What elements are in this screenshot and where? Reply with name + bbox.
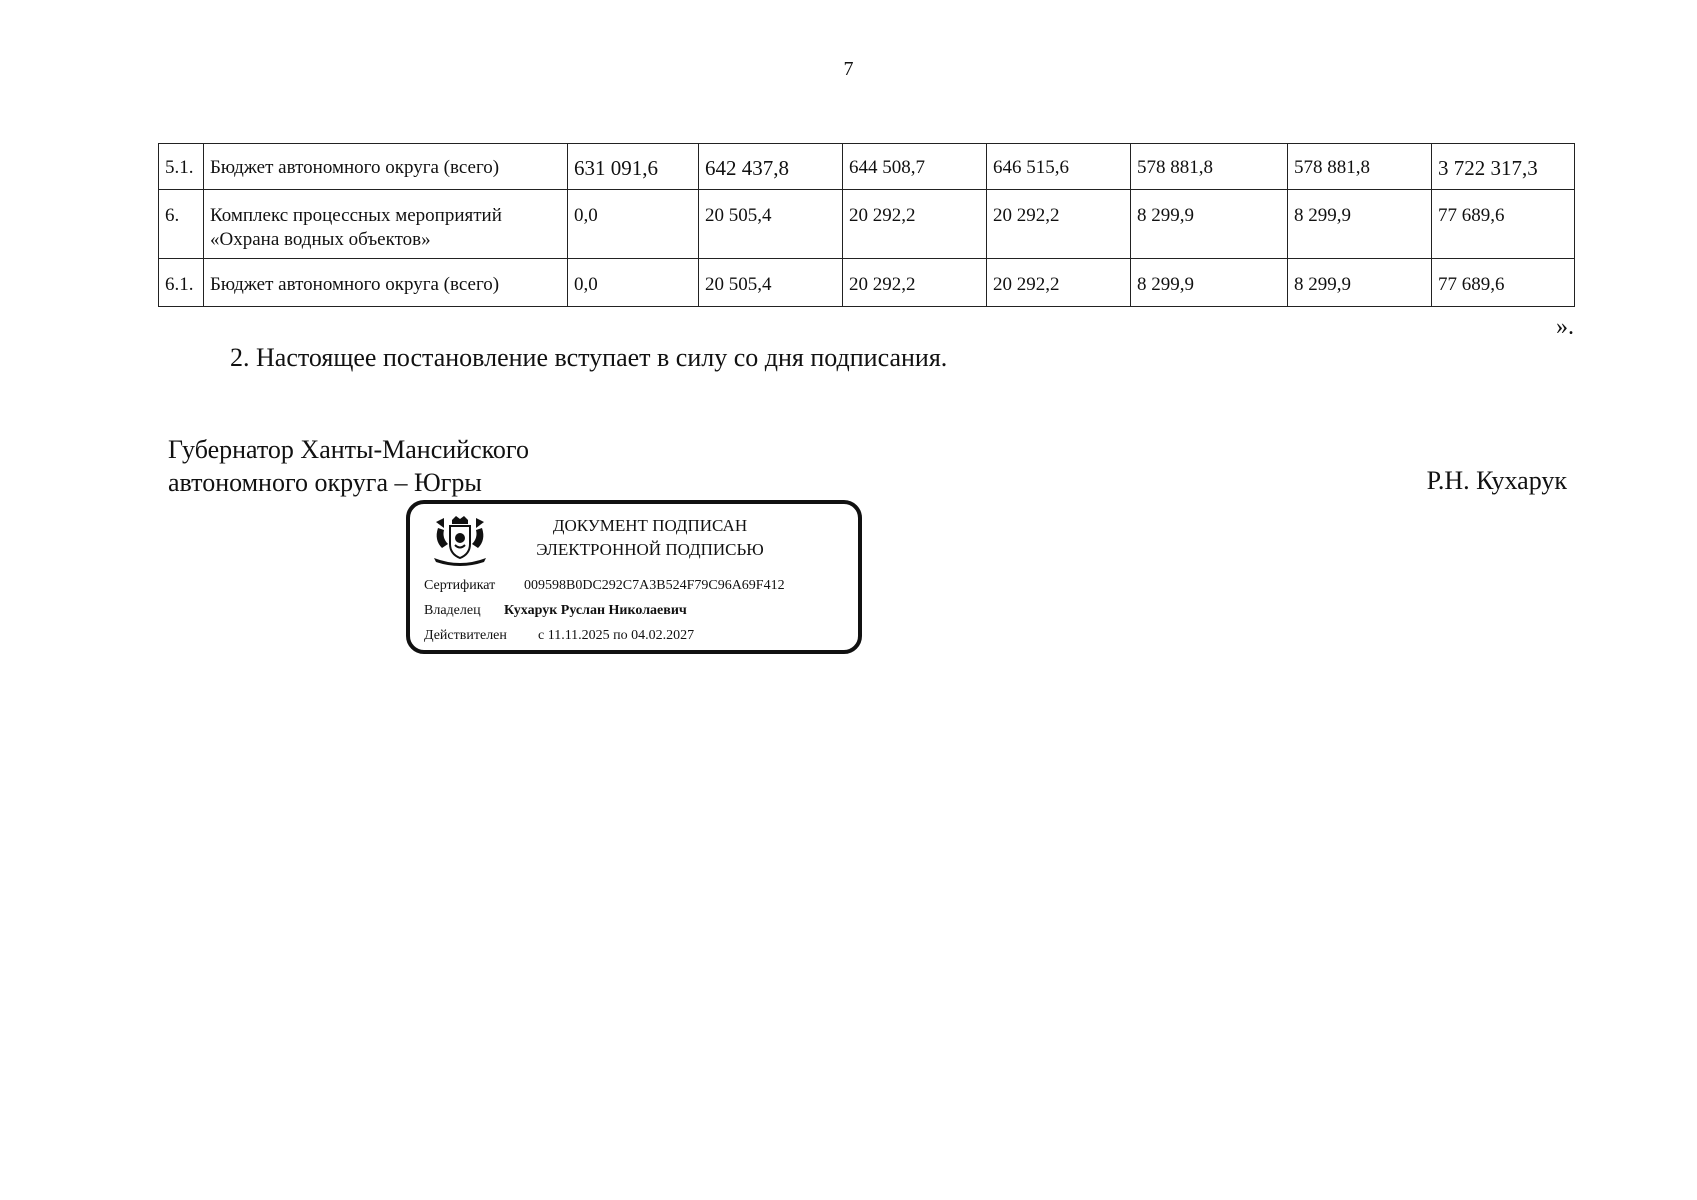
coat-of-arms-icon bbox=[430, 514, 490, 566]
value-cell: 77 689,6 bbox=[1432, 190, 1575, 259]
value-cell: 20 292,2 bbox=[843, 259, 987, 307]
table-row bbox=[159, 144, 1575, 190]
signatory-title-line: Губернатор Ханты-Мансийского bbox=[168, 435, 529, 464]
value-cell: 3 722 317,3 bbox=[1432, 144, 1575, 190]
signatory-title bbox=[168, 433, 529, 499]
value-cell: 0,0 bbox=[568, 259, 699, 307]
budget-table bbox=[158, 143, 1575, 307]
value-cell: 0,0 bbox=[568, 190, 699, 259]
value-cell: 20 292,2 bbox=[987, 190, 1131, 259]
value-cell: 20 505,4 bbox=[699, 259, 843, 307]
certificate-label: Сертификат bbox=[424, 578, 496, 593]
owner-row bbox=[424, 603, 687, 619]
value-cell: 8 299,9 bbox=[1131, 190, 1288, 259]
value-cell: 8 299,9 bbox=[1131, 259, 1288, 307]
owner-label: Владелец bbox=[424, 603, 481, 618]
value-cell: 642 437,8 bbox=[699, 144, 843, 190]
row-number: 6.1. bbox=[159, 259, 204, 307]
signatory-title-line: автономного округа – Югры bbox=[168, 468, 482, 497]
validity-label: Действителен bbox=[424, 628, 507, 643]
row-name: Бюджет автономного округа (всего) bbox=[204, 144, 568, 190]
stamp-title-line: ДОКУМЕНТ ПОДПИСАН bbox=[552, 516, 748, 535]
value-cell: 631 091,6 bbox=[568, 144, 699, 190]
row-number: 5.1. bbox=[159, 144, 204, 190]
value-cell: 20 505,4 bbox=[699, 190, 843, 259]
certificate-value: 009598B0DC292C7A3B524F79C96A69F412 bbox=[524, 578, 785, 593]
stamp-title-line: ЭЛЕКТРОННОЙ ПОДПИСЬЮ bbox=[536, 540, 764, 559]
value-cell: 646 515,6 bbox=[987, 144, 1131, 190]
value-cell: 20 292,2 bbox=[987, 259, 1131, 307]
value-cell: 77 689,6 bbox=[1432, 259, 1575, 307]
value-cell: 20 292,2 bbox=[843, 190, 987, 259]
value-cell: 644 508,7 bbox=[843, 144, 987, 190]
owner-value: Кухарук Руслан Николаевич bbox=[504, 603, 687, 618]
table-row bbox=[159, 259, 1575, 307]
value-cell: 8 299,9 bbox=[1288, 190, 1432, 259]
closing-quote: ». bbox=[1556, 314, 1574, 340]
clause-2: 2. Настоящее постановление вступает в силу со дня подписания. bbox=[230, 343, 948, 372]
stamp-title bbox=[500, 514, 800, 562]
row-number: 6. bbox=[159, 190, 204, 259]
validity-value: с 11.11.2025 по 04.02.2027 bbox=[538, 628, 695, 643]
validity-row bbox=[424, 628, 694, 644]
value-cell: 8 299,9 bbox=[1288, 259, 1432, 307]
e-signature-stamp bbox=[406, 500, 862, 654]
value-cell: 578 881,8 bbox=[1288, 144, 1432, 190]
row-name: Комплекс процессных мероприятий «Охрана водных объектов» bbox=[204, 190, 568, 259]
page-number: 7 bbox=[843, 58, 854, 80]
value-cell: 578 881,8 bbox=[1131, 144, 1288, 190]
row-name: Бюджет автономного округа (всего) bbox=[204, 259, 568, 307]
certificate-row bbox=[424, 578, 785, 594]
signatory-name: Р.Н. Кухарук bbox=[1426, 466, 1567, 495]
table-row bbox=[159, 190, 1575, 259]
